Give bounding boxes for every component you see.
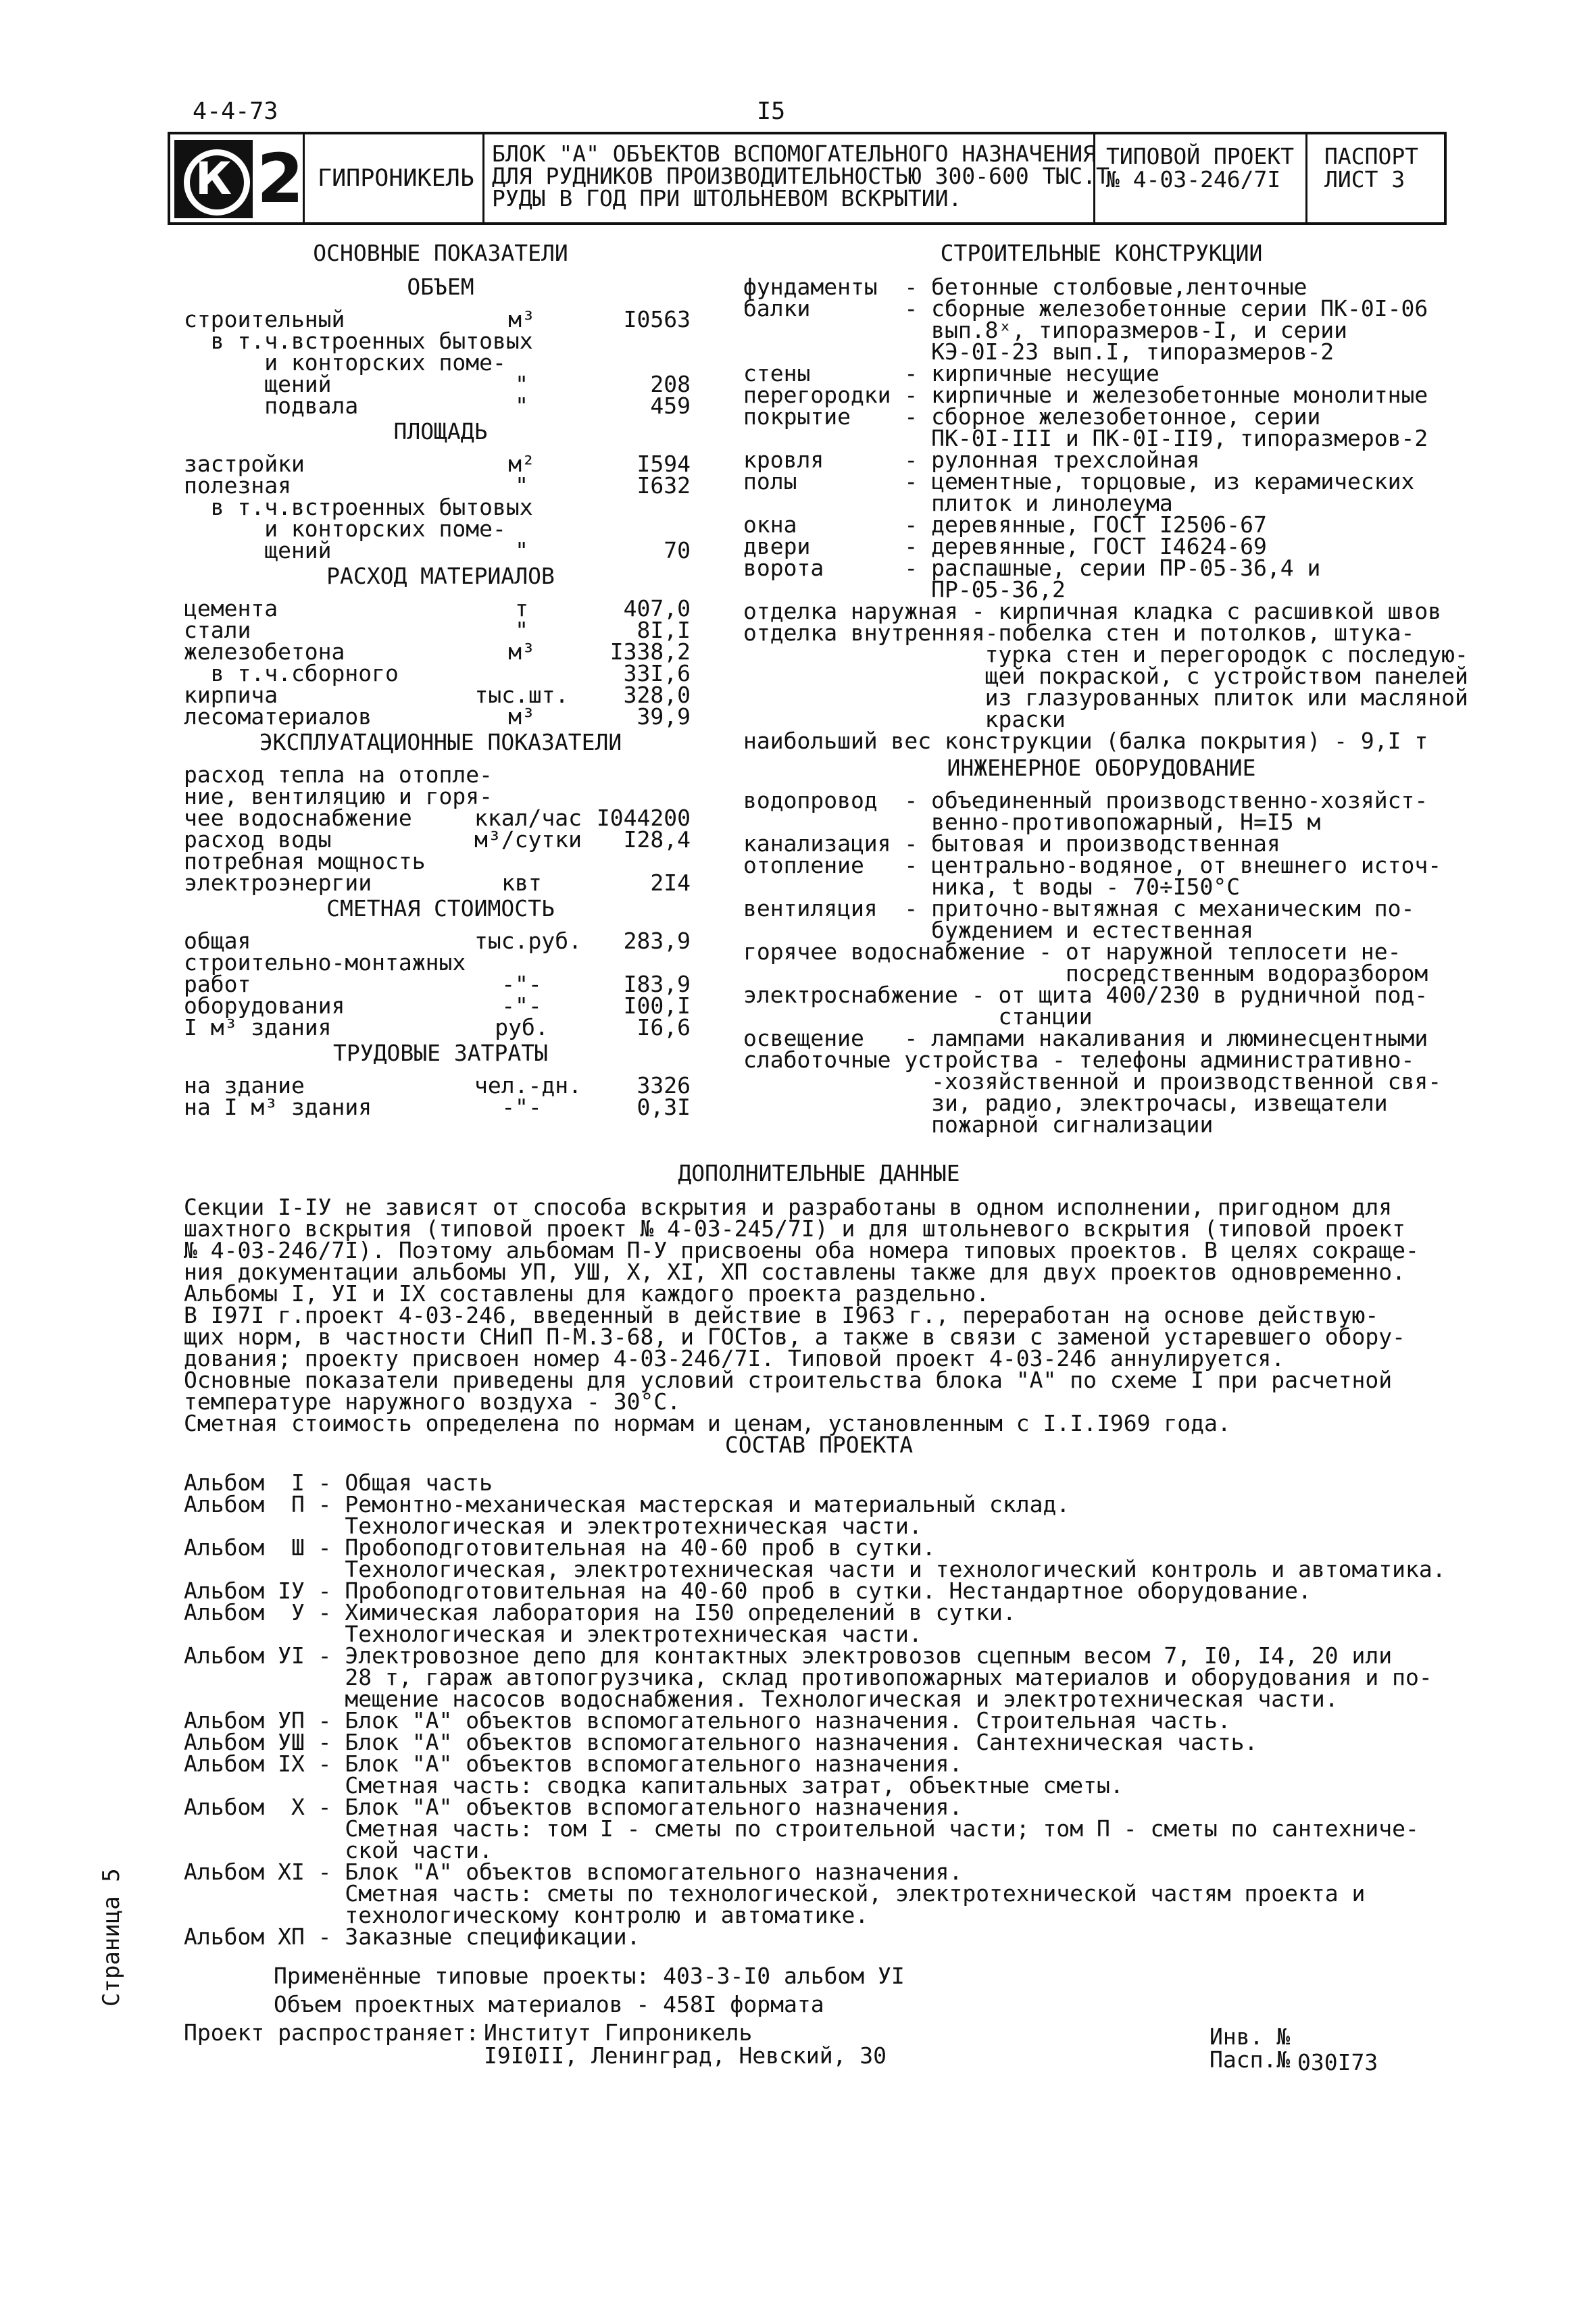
title-block bbox=[168, 132, 1447, 225]
passport-number: 030I73 bbox=[1297, 2049, 1378, 2076]
table-row bbox=[184, 638, 697, 665]
row-value: I338,2 bbox=[609, 638, 691, 665]
engineering-line: канализация - бытовая и производственная bbox=[743, 830, 1280, 857]
project-title-line: БЛОК "А" ОБЪЕКТОВ ВСПОМОГАТЕЛЬНОГО НАЗНАЧЕНИЯ bbox=[492, 141, 1097, 167]
applied-projects: Применённые типовые проекты: 403-3-I0 альбом УI bbox=[274, 1963, 905, 1989]
engineering-line: водопровод - объединенный производственно-хозяйст- bbox=[743, 787, 1428, 813]
album-line: Альбом Ш - Пробоподготовительная на 40-60 проб в сутки. bbox=[184, 1534, 936, 1561]
paragraph-line: Альбомы I, УI и IX составлены для каждого проекта раздельно. bbox=[184, 1280, 990, 1307]
table-row bbox=[184, 328, 697, 354]
doc-code: 4-4-73 bbox=[193, 98, 278, 125]
section-title-construction: СТРОИТЕЛЬНЫЕ КОНСТРУКЦИИ bbox=[940, 240, 1263, 266]
construction-line: КЭ-0I-23 вып.I, типоразмеров-2 bbox=[743, 338, 1335, 365]
row-unit: " bbox=[515, 472, 528, 499]
row-label: в т.ч.встроенных бытовых bbox=[184, 494, 533, 520]
construction-line: ПР-05-36,2 bbox=[743, 576, 1066, 603]
table-row bbox=[184, 850, 697, 872]
row-value: I28,4 bbox=[623, 826, 691, 853]
construction-line: перегородки - кирпичные и железобетонные монолитные bbox=[743, 382, 1428, 408]
passport-label: ПАСПОРТ bbox=[1324, 143, 1419, 170]
album-line: Технологическая и электротехническая части. bbox=[184, 1513, 922, 1539]
row-label: железобетона bbox=[184, 638, 345, 665]
row-unit: м³ bbox=[508, 703, 535, 730]
composition bbox=[184, 1432, 1454, 1950]
table-row bbox=[184, 308, 697, 330]
row-label: лесоматериалов bbox=[184, 703, 372, 730]
paragraph-line: щих норм, в частности СНиП П-М.3-68, и ГОСТов, а также в связи с заменой устаревшего обору- bbox=[184, 1324, 1405, 1350]
construction-line: краски bbox=[743, 706, 1066, 732]
row-unit: " bbox=[515, 393, 528, 419]
section-title-engineering: ИНЖЕНЕРНОЕ ОБОРУДОВАНИЕ bbox=[947, 755, 1256, 781]
row-value: 70 bbox=[664, 537, 691, 563]
table-row bbox=[184, 826, 697, 853]
row-value: I044200 bbox=[596, 805, 691, 831]
row-label: подвала bbox=[184, 393, 359, 419]
row-label: строительный bbox=[184, 306, 345, 332]
album-line: Сметная часть: сводка капитальных затрат, объектные сметы. bbox=[184, 1772, 1124, 1799]
row-unit: " bbox=[515, 537, 528, 563]
row-value: I0563 bbox=[623, 306, 691, 332]
cost-table bbox=[184, 930, 697, 1038]
table-row bbox=[184, 595, 697, 622]
table-row bbox=[184, 496, 697, 518]
row-value: I594 bbox=[637, 451, 691, 477]
construction-line: кровля - рулонная трехслойная bbox=[743, 447, 1200, 473]
row-unit: м³ bbox=[508, 638, 535, 665]
row-value: 208 bbox=[650, 371, 691, 397]
area-table bbox=[184, 453, 697, 561]
table-row bbox=[184, 870, 697, 896]
project-title bbox=[492, 143, 1109, 209]
engineering-line: станции bbox=[743, 1003, 1093, 1030]
row-label: на I м³ здания bbox=[184, 1094, 372, 1120]
construction-line: окна - деревянные, ГОСТ I2506-67 bbox=[743, 511, 1267, 538]
passport-number-label: Пасп.№ bbox=[1210, 2046, 1291, 2073]
table-row bbox=[184, 949, 697, 976]
construction-line: ПК-0I-III и ПК-0I-II9, типоразмеров-2 bbox=[743, 425, 1428, 451]
section-title-composition: СОСТАВ ПРОЕКТА bbox=[724, 1432, 914, 1458]
table-row bbox=[184, 662, 697, 684]
additional-text bbox=[184, 1196, 1454, 1434]
album-line: Альбом XI - Блок "А" объектов вспомогательного назначения. bbox=[184, 1859, 963, 1885]
section-title-additional: ДОПОЛНИТЕЛЬНЫЕ ДАННЫЕ bbox=[678, 1160, 960, 1186]
row-unit: ккал/час bbox=[474, 805, 582, 831]
table-row bbox=[184, 472, 697, 499]
table-row bbox=[184, 928, 697, 954]
table-row bbox=[184, 1072, 697, 1099]
row-label: чее водоснабжение bbox=[184, 805, 412, 831]
row-value: 0,3I bbox=[637, 1094, 691, 1120]
album-line: Сметная часть: сметы по технологической, электротехнической частям проекта и bbox=[184, 1880, 1366, 1907]
row-value: I00,I bbox=[623, 992, 691, 1019]
project-title-line: ДЛЯ РУДНИКОВ ПРОИЗВОДИТЕЛЬНОСТЬЮ 300-600 ТЫС.Т bbox=[492, 163, 1109, 189]
materials-table bbox=[184, 595, 697, 730]
engineering-line: венно-противопожарный, Н=I5 м bbox=[743, 809, 1321, 835]
engineering-line: пожарной сигнализации bbox=[743, 1111, 1214, 1138]
construction-line: из глазурованных плиток или масляной bbox=[743, 684, 1468, 711]
labor-table bbox=[184, 1072, 697, 1120]
construction-line: турка стен и перегородок с последую- bbox=[743, 641, 1468, 668]
paragraph-line: дования; проекту присвоен номер 4-03-246/7I. Типовой проект 4-03-246 аннулируется. bbox=[184, 1345, 1285, 1372]
album-line: Технологическая и электротехническая части. bbox=[184, 1621, 922, 1647]
engineering-line: -хозяйственной и производственной свя- bbox=[743, 1068, 1442, 1095]
row-value: 2I4 bbox=[650, 870, 691, 896]
album-line: 28 т, гараж автопогрузчика, склад противопожарных материалов и оборудования и по- bbox=[184, 1664, 1432, 1690]
row-unit: квт bbox=[501, 870, 542, 896]
row-unit: руб. bbox=[495, 1014, 549, 1040]
album-line: Альбом I - Общая часть bbox=[184, 1469, 493, 1496]
table-row bbox=[184, 617, 697, 643]
row-value: 459 bbox=[650, 393, 691, 419]
album-list bbox=[184, 1469, 1454, 1950]
row-label: щений bbox=[184, 371, 332, 397]
row-label: и конторских поме- bbox=[184, 515, 506, 542]
album-line: Сметная часть: том I - сметы по строительной части; том П - сметы по сантехниче- bbox=[184, 1815, 1419, 1842]
row-value: 407,0 bbox=[623, 595, 691, 622]
section-title-labor: ТРУДОВЫЕ ЗАТРАТЫ bbox=[333, 1040, 548, 1066]
album-line: ской части. bbox=[184, 1837, 493, 1863]
table-row bbox=[184, 539, 697, 561]
construction-line: покрытие - сборное железобетонное, серии bbox=[743, 403, 1321, 430]
row-label: электроэнергии bbox=[184, 870, 372, 896]
row-unit: м³/сутки bbox=[474, 826, 582, 853]
row-unit: -"- bbox=[501, 1094, 542, 1120]
album-line: Альбом УП - Блок "А" объектов вспомогательного назначения. Строительная часть. bbox=[184, 1707, 1231, 1734]
table-row bbox=[184, 703, 697, 730]
row-label: общая bbox=[184, 928, 251, 954]
album-line: Альбом У - Химическая лаборатория на I50 определений в сутки. bbox=[184, 1599, 1016, 1626]
row-unit: т bbox=[515, 595, 528, 622]
album-line: Альбом IУ - Пробоподготовительная на 40-60 проб в сутки. Нестандартное оборудование. bbox=[184, 1578, 1312, 1604]
album-line: Альбом XП - Заказные спецификации. bbox=[184, 1923, 641, 1950]
project-title-line: РУДЫ В ГОД ПРИ ШТОЛЬНЕВОМ ВСКРЫТИИ. bbox=[492, 185, 962, 211]
row-label: щений bbox=[184, 537, 332, 563]
paragraph-line: № 4-03-246/7I). Поэтому альбомам П-У присвоены оба номера типовых проектов. В целях сокраще- bbox=[184, 1237, 1419, 1263]
row-label: расход тепла на отопле- bbox=[184, 761, 493, 788]
row-unit: " bbox=[515, 371, 528, 397]
org-name: ГИПРОНИКЕЛЬ bbox=[318, 165, 474, 192]
album-line: Альбом X - Блок "А" объектов вспомогательного назначения. bbox=[184, 1794, 963, 1820]
paragraph-line: ния документации альбомы УП, УШ, X, XI, XП составлены также для двух проектов одновременно. bbox=[184, 1259, 1405, 1285]
paragraph-line: Основные показатели приведены для условий строительства блока "А" по схеме I при расчетной bbox=[184, 1367, 1393, 1393]
row-label: в т.ч.сборного bbox=[184, 660, 399, 686]
row-unit: чел.-дн. bbox=[474, 1072, 582, 1099]
construction-line: наибольший вес конструкции (балка покрытия) - 9,I т bbox=[743, 728, 1428, 754]
engineering-list bbox=[743, 787, 1460, 1138]
section-title-exploitation: ЭКСПЛУАТАЦИОННЫЕ ПОКАЗАТЕЛИ bbox=[259, 729, 622, 755]
additional-data bbox=[184, 1162, 1454, 1434]
album-line: Альбом УШ - Блок "А" объектов вспомогательного назначения. Сантехническая часть. bbox=[184, 1729, 1258, 1755]
row-unit: " bbox=[515, 617, 528, 643]
construction-line: отделка наружная - кирпичная кладка с расшивкой швов bbox=[743, 598, 1442, 624]
construction-line: щей покраской, с устройством панелей bbox=[743, 663, 1468, 689]
table-row bbox=[184, 373, 697, 395]
table-row bbox=[184, 515, 697, 542]
row-label: в т.ч.встроенных бытовых bbox=[184, 328, 533, 354]
row-label: кирпича bbox=[184, 682, 278, 708]
engineering-line: буждением и естественная bbox=[743, 917, 1253, 943]
construction-line: плиток и линолеума bbox=[743, 490, 1173, 516]
side-page-number: Страница 5 bbox=[98, 1868, 125, 2007]
row-value: 39,9 bbox=[637, 703, 691, 730]
album-line: Альбом П - Ремонтно-механическая мастерская и материальный склад. bbox=[184, 1491, 1070, 1517]
section-title-volume: ОБЪЕМ bbox=[407, 274, 474, 300]
row-value: 328,0 bbox=[623, 682, 691, 708]
row-value: 283,9 bbox=[623, 928, 691, 954]
paragraph-line: Секции I-IУ не зависят от способа вскрытия и разработаны в одном исполнении, пригодном для bbox=[184, 1194, 1393, 1220]
album-line: Технологическая, электротехническая части и технологический контроль и автоматика. bbox=[184, 1556, 1446, 1582]
construction-line: полы - цементные, торцовые, из керамических bbox=[743, 468, 1415, 495]
construction-line: фундаменты - бетонные столбовые,ленточные bbox=[743, 274, 1307, 300]
distributor-label: Проект распространяет: bbox=[184, 2019, 480, 2046]
paragraph-line: Сметная стоимость определена по нормам и ценам, установленным с I.I.I969 года. bbox=[184, 1410, 1231, 1436]
engineering-line: электроснабжение - от щита 400/230 в рудничной под- bbox=[743, 982, 1428, 1008]
paragraph-line: шахтного вскрытия (типовой проект № 4-03-245/7I) и для штольневого вскрытия (типовой проект bbox=[184, 1215, 1405, 1242]
table-row bbox=[184, 393, 697, 419]
table-row bbox=[184, 349, 697, 376]
row-label: цемента bbox=[184, 595, 278, 622]
engineering-line: горячее водоснабжение - от наружной теплосети не- bbox=[743, 938, 1401, 965]
logo-icon: К bbox=[174, 140, 253, 218]
row-unit: -"- bbox=[501, 992, 542, 1019]
row-label: стали bbox=[184, 617, 251, 643]
volume-table bbox=[184, 306, 697, 419]
table-row bbox=[184, 1016, 697, 1038]
row-label: потребная мощность bbox=[184, 848, 426, 874]
row-value: I83,9 bbox=[623, 971, 691, 997]
table-row bbox=[184, 805, 697, 831]
table-row bbox=[184, 785, 697, 807]
row-label: оборудования bbox=[184, 992, 345, 1019]
page-number: I5 bbox=[757, 98, 786, 125]
section-title-area: ПЛОЩАДЬ bbox=[393, 418, 488, 445]
table-row bbox=[184, 992, 697, 1019]
table-row bbox=[184, 973, 697, 995]
row-label: строительно-монтажных bbox=[184, 949, 466, 976]
table-row bbox=[184, 451, 697, 477]
distributor-address: I9I0II, Ленинград, Невский, 30 bbox=[484, 2042, 887, 2069]
row-label: ние, вентиляцию и горя- bbox=[184, 783, 493, 809]
distributor-name: Институт Гипроникель bbox=[484, 2019, 753, 2046]
right-column bbox=[743, 240, 1468, 1138]
row-unit: м² bbox=[508, 451, 535, 477]
paragraph-line: температуре наружного воздуха - 30°С. bbox=[184, 1388, 681, 1415]
inventory-label: Инв. № bbox=[1210, 2023, 1291, 2050]
row-label: работ bbox=[184, 971, 251, 997]
construction-line: ворота - распашные, серии ПР-05-36,4 и bbox=[743, 555, 1321, 581]
album-line: Альбом УI - Электровозное депо для контактных электровозов сцепным весом 7, I0, I4, 20 или bbox=[184, 1642, 1393, 1669]
engineering-line: ника, t воды - 70÷I50°С bbox=[743, 874, 1241, 900]
construction-list bbox=[743, 274, 1468, 754]
construction-line: вып.8ˣ, типоразмеров-I, и серии bbox=[743, 317, 1348, 343]
construction-line: отделка внутренняя-побелка стен и потолков, штука- bbox=[743, 620, 1415, 646]
paragraph-line: В I97I г.проект 4-03-246, введенный в действие в I963 г., переработан на основе действую- bbox=[184, 1302, 1379, 1328]
project-number: № 4-03-246/7I bbox=[1106, 166, 1281, 193]
row-value: I6,6 bbox=[637, 1014, 691, 1040]
main-indicators bbox=[184, 240, 697, 1120]
row-unit: -"- bbox=[501, 971, 542, 997]
construction-line: балки - сборные железобетонные серии ПК-0I-06 bbox=[743, 295, 1428, 322]
engineering-line: посредственным водоразбором bbox=[743, 960, 1428, 986]
table-row bbox=[184, 761, 697, 788]
engineering-line: зи, радио, электрочасы, извещатели bbox=[743, 1090, 1388, 1116]
engineering-line: вентиляция - приточно-вытяжная с механическим по- bbox=[743, 895, 1415, 922]
row-label: и конторских поме- bbox=[184, 349, 506, 376]
album-line: мещение насосов водоснабжения. Технологическая и электротехническая части. bbox=[184, 1686, 1339, 1712]
materials-volume: Объем проектных материалов - 458I формата bbox=[274, 1991, 824, 2017]
row-value: 33I,6 bbox=[623, 660, 691, 686]
row-unit: м³ bbox=[508, 306, 535, 332]
section-title-cost: СМЕТНАЯ СТОИМОСТЬ bbox=[326, 895, 555, 922]
row-value: I632 bbox=[637, 472, 691, 499]
row-label: I м³ здания bbox=[184, 1014, 332, 1040]
engineering-line: слаботочные устройства - телефоны административно- bbox=[743, 1047, 1415, 1073]
exploitation-table bbox=[184, 761, 697, 896]
project-label: ТИПОВОЙ ПРОЕКТ bbox=[1106, 143, 1295, 170]
construction-line: стены - кирпичные несущие bbox=[743, 360, 1159, 386]
row-label: застройки bbox=[184, 451, 305, 477]
album-line: технологическому контролю и автоматике. bbox=[184, 1902, 869, 1928]
album-line: Альбом IX - Блок "А" объектов вспомогательного назначения. bbox=[184, 1751, 963, 1777]
row-unit: тыс.шт. bbox=[474, 682, 569, 708]
row-unit: тыс.руб. bbox=[474, 928, 582, 954]
section-title-materials: РАСХОД МАТЕРИАЛОВ bbox=[326, 563, 555, 589]
row-label: на здание bbox=[184, 1072, 305, 1099]
section-title-main: ОСНОВНЫЕ ПОКАЗАТЕЛИ bbox=[313, 240, 568, 266]
logo-number: 2 bbox=[257, 139, 304, 218]
row-label: полезная bbox=[184, 472, 291, 499]
sheet-label: ЛИСТ 3 bbox=[1324, 166, 1405, 193]
engineering-line: отопление - центрально-водяное, от внешнего источ- bbox=[743, 852, 1442, 878]
table-row bbox=[184, 682, 697, 708]
construction-line: двери - деревянные, ГОСТ I4624-69 bbox=[743, 533, 1267, 559]
row-value: 3326 bbox=[637, 1072, 691, 1099]
row-label: расход воды bbox=[184, 826, 332, 853]
engineering-line: освещение - лампами накаливания и люминесцентными bbox=[743, 1025, 1428, 1051]
row-value: 8I,I bbox=[637, 617, 691, 643]
table-row bbox=[184, 1094, 697, 1120]
